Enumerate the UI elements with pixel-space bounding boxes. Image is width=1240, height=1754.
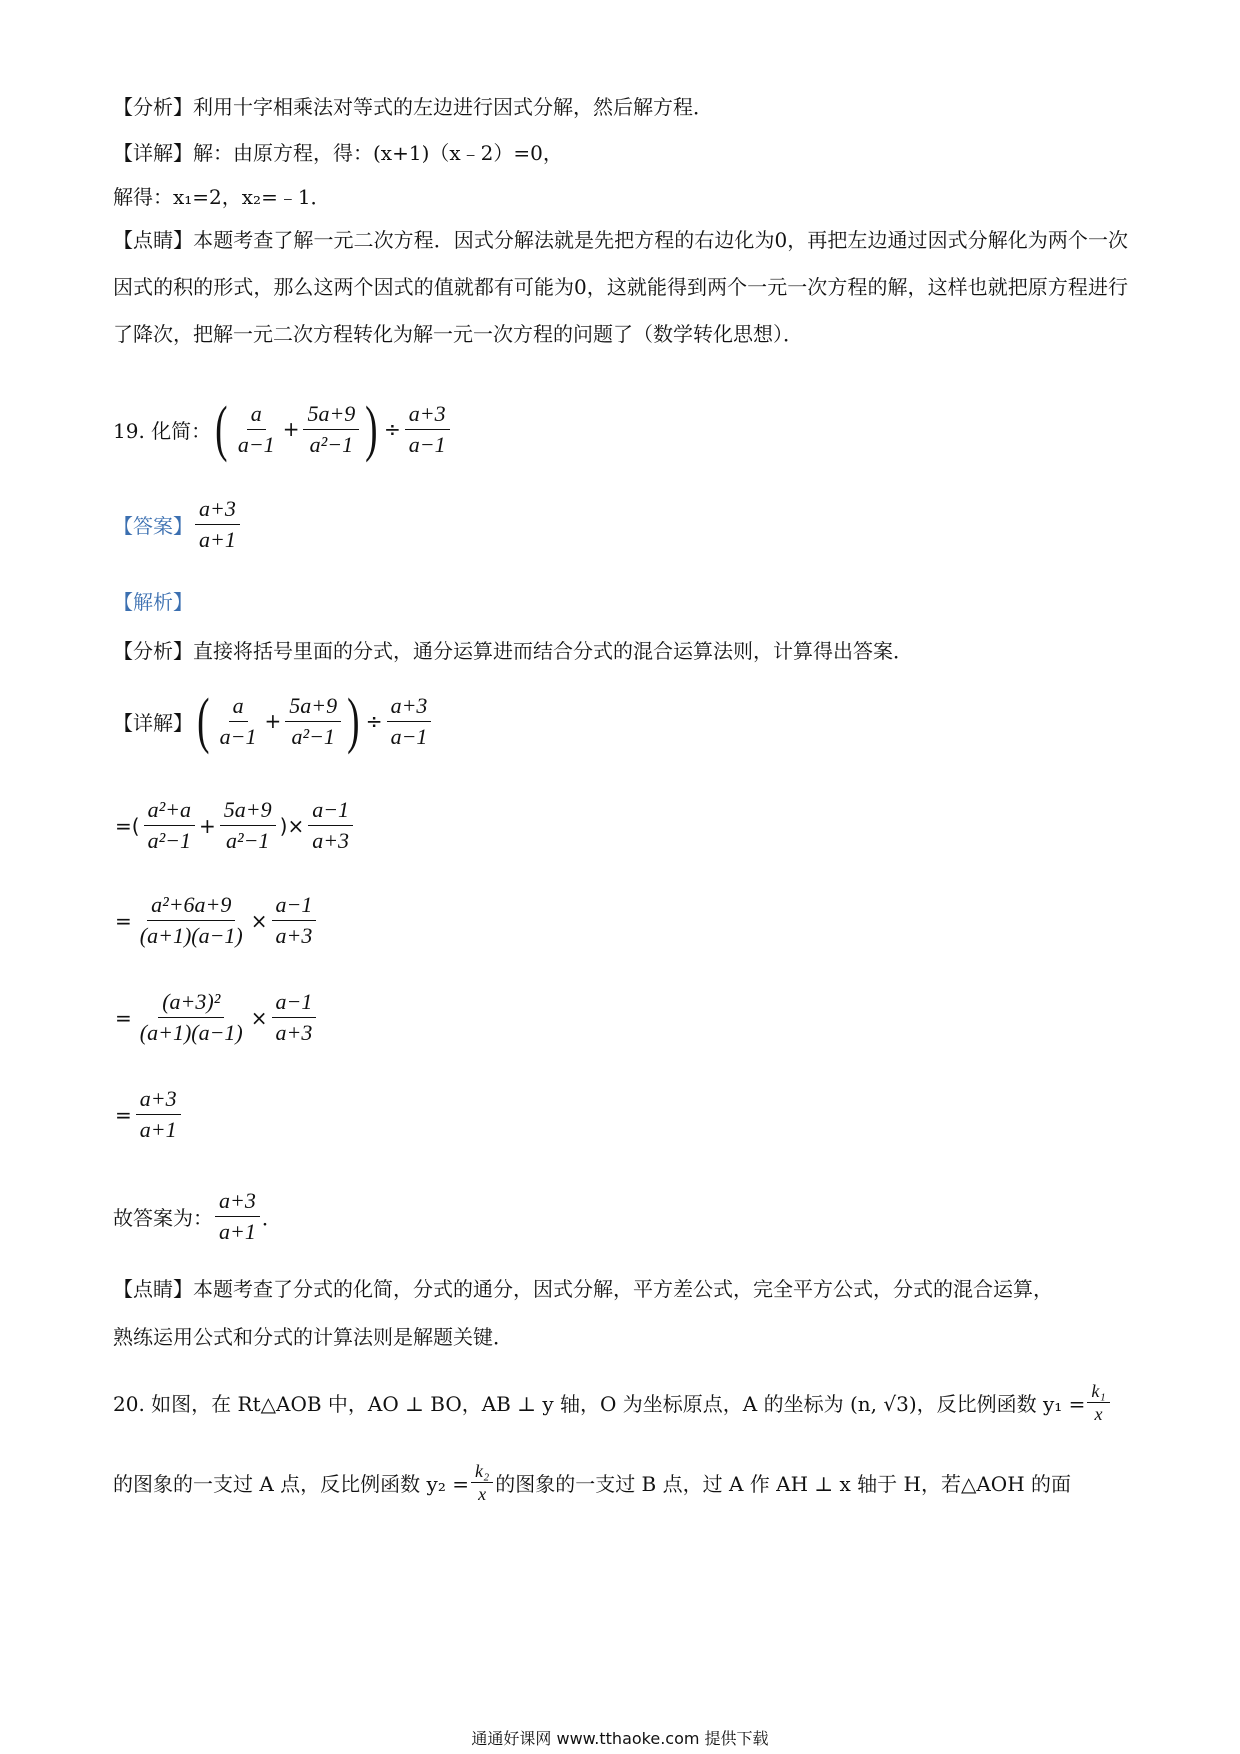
step-4: = $\frac{a+3}{a+1}$ [113, 1084, 183, 1145]
analysis-label: 【解析】 [113, 590, 193, 614]
q19-answer [113, 494, 242, 555]
final-label: 故答案为： [113, 1206, 213, 1230]
q20-line2: 的图象的一支过 A 点，反比例函数 y₂ = $\frac{\text{k₂}}{x}$ 的图象的一支过 B 点，过 A 作 AH ⊥ x 轴于 H，若△AOH 的面 [113, 1461, 1071, 1504]
k1-fraction: $\frac{\text{k₁}}{x}$ [1087, 1380, 1109, 1425]
answer-fraction: $\frac{a+3}{a+1}$ [195, 494, 240, 555]
step-1: =( $\frac{\text{a²+a}}{\text{a²−1}}$ + $\frac{5a+9}{\text{a²−1}}$ )× $\frac{a-1}{a+3}$ [113, 795, 355, 856]
q19-comment-line1: 【点睛】本题考查了分式的化简，分式的通分，因式分解，平方差公式，完全平方公式，分式的混合运算， [113, 1277, 1053, 1301]
k2-fraction: $\frac{\text{k₂}}{x}$ [471, 1460, 493, 1505]
answer-label: 【答案】 [113, 514, 193, 538]
q18-detail: 【详解】解：由原方程，得：(x+1)（x﹣2）=0， [113, 141, 563, 165]
q19-comment-line2: 熟练运用公式和分式的计算法则是解题关键． [113, 1325, 513, 1349]
q18-solution: 解得：x₁=2，x₂=﹣1． [113, 185, 331, 209]
q18-analysis: 【分析】利用十字相乘法对等式的左边进行因式分解，然后解方程． [113, 95, 713, 119]
q19-divisor: $\frac{a+3}{a-1}$ [405, 399, 450, 460]
q18-comment: 【点睛】本题考查了解一元二次方程．因式分解法就是先把方程的右边化为0，再把左边通过因式分解化为两个一次因式的积的形式，那么这两个因式的值就都有可能为0，这就能得到两个一元一次方程的解，这样也就把原方程进行了降次，把解一元二次方程转化为解一元一次方程的问题了（数学转化思想）． [113, 228, 1128, 346]
q19-term1: $\frac{a}{a-1}$ [237, 400, 275, 457]
q19-label: 19. 化简： [113, 418, 212, 443]
step-3: = $\frac{\text{(a+3)²}}{(a+1)(a-1)}$ × $\frac{a-1}{a+3}$ [113, 987, 318, 1048]
final-answer: 故答案为： $\frac{a+3}{a+1}$ ． [113, 1188, 282, 1244]
page-footer: 通通好课网 www.tthaoke.com 提供下载 [471, 1729, 769, 1748]
q20-line1: 20. 如图，在 Rt△AOB 中，AO ⊥ BO，AB ⊥ y 轴，O 为坐标原点，A 的坐标为 (n, √3)，反比例函数 y₁ = $\frac{\text{k₁}}{x}$ [113, 1380, 1112, 1425]
q19-analysis: 【分析】直接将括号里面的分式，通分运算进而结合分式的混合运算法则，计算得出答案． [113, 639, 913, 663]
q19-question: 19. 化简： ( $\frac{a}{a-1}$ + $\frac{5a+9}{\text{a²−1}}$ ) ÷ $\frac{a+3}{a-1}$ [113, 398, 452, 460]
q19-detail: 【详解】 ( $\frac{a}{a-1}$ + $\frac{5a+9}{\text{a²−1}}$ ) ÷ $\frac{a+3}{a-1}$ [113, 690, 433, 752]
q19-term2: $\frac{5a+9}{\text{a²−1}}$ [303, 399, 359, 460]
step-2: = $\frac{\text{a²+6a+9}}{(a+1)(a-1)}$ × $\frac{a-1}{a+3}$ [113, 890, 318, 951]
detail-label: 【详解】 [113, 710, 193, 735]
